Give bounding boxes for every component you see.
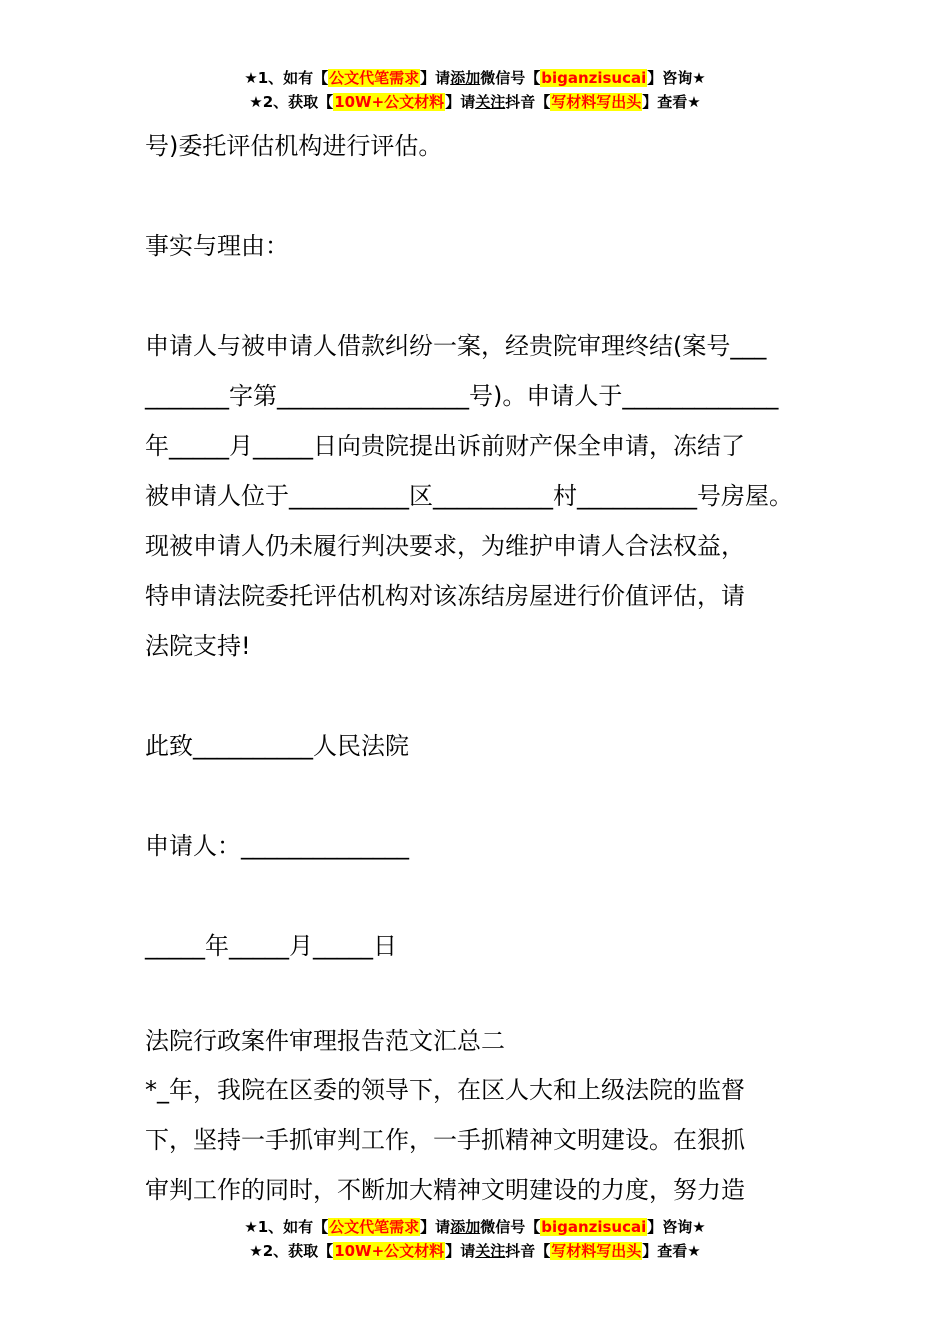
highlight-service: 公文代笔需求 xyxy=(329,69,420,87)
spacer xyxy=(145,671,835,721)
banner-line-1: ★1、如有【公文代笔需求】请添加微信号【biganzisucai】咨询★ xyxy=(244,69,706,87)
spacer xyxy=(145,871,835,921)
highlight-materials: 10W+公文材料 xyxy=(334,1242,445,1260)
header-banner xyxy=(0,66,950,114)
footer-banner xyxy=(0,1215,950,1263)
highlight-service: 公文代笔需求 xyxy=(329,1218,420,1236)
section-title: 法院行政案件审理报告范文汇总二 xyxy=(145,1027,505,1055)
paragraph-line: 申请人与被申请人借款纠纷一案，经贵院审理终结(案号___ xyxy=(145,332,767,360)
paragraph-line: 年_____月_____日向贵院提出诉前财产保全申请，冻结了 xyxy=(145,432,745,460)
paragraph-line: 法院支持! xyxy=(145,632,251,660)
paragraph-line: *_年，我院在区委的领导下，在区人大和上级法院的监督 xyxy=(145,1076,745,1104)
spacer xyxy=(145,171,835,221)
heading-facts-reasons: 事实与理由： xyxy=(145,232,289,260)
highlight-douyin-account: 写材料写出头 xyxy=(551,1242,642,1260)
highlight-materials: 10W+公文材料 xyxy=(334,93,445,111)
paragraph-line: _______字第________________号)。申请人于_____________ xyxy=(145,382,779,410)
highlight-douyin-account: 写材料写出头 xyxy=(551,93,642,111)
paragraph-line: 被申请人位于__________区__________村__________号房屋。 xyxy=(145,482,793,510)
spacer xyxy=(145,771,835,821)
paragraph-line: 现被申请人仍未履行判决要求，为维护申请人合法权益， xyxy=(145,532,745,560)
spacer xyxy=(145,971,835,1021)
banner-line-2: ★2、获取【10W+公文材料】请关注抖音【写材料写出头】查看★ xyxy=(249,93,701,111)
applicant-signature-line: 申请人：______________ xyxy=(145,832,409,860)
date-line: _____年_____月_____日 xyxy=(145,932,397,960)
paragraph-line: 审判工作的同时，不断加大精神文明建设的力度，努力造 xyxy=(145,1176,745,1204)
banner-line-2: ★2、获取【10W+公文材料】请关注抖音【写材料写出头】查看★ xyxy=(249,1242,701,1260)
paragraph-line: 特申请法院委托评估机构对该冻结房屋进行价值评估，请 xyxy=(145,582,745,610)
highlight-wechat-id: biganzisucai xyxy=(541,1218,647,1236)
paragraph-continuation: 号)委托评估机构进行评估。 xyxy=(145,132,443,160)
highlight-wechat-id: biganzisucai xyxy=(541,69,647,87)
salutation: 此致__________人民法院 xyxy=(145,732,409,760)
paragraph-line: 下，坚持一手抓审判工作，一手抓精神文明建设。在狠抓 xyxy=(145,1126,745,1154)
document-body xyxy=(145,121,835,1021)
banner-line-1: ★1、如有【公文代笔需求】请添加微信号【biganzisucai】咨询★ xyxy=(244,1218,706,1236)
spacer xyxy=(145,271,835,321)
document-body-part-2 xyxy=(145,1017,835,1215)
